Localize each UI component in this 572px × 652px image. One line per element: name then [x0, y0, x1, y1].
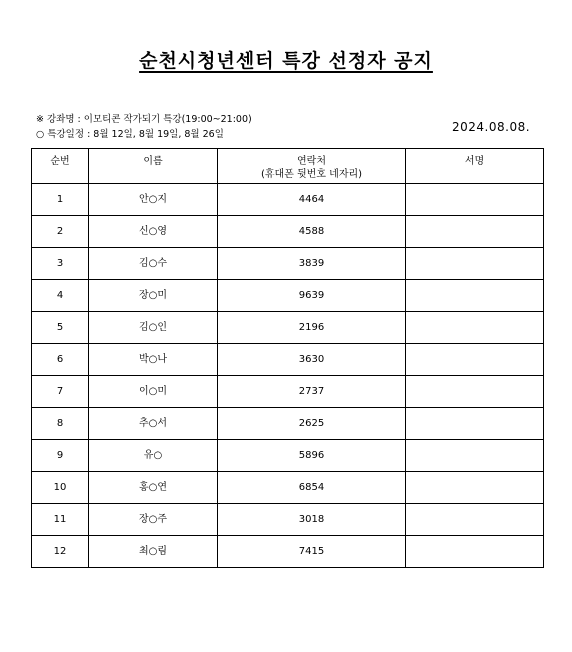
row-name: 박○나 — [89, 344, 218, 376]
selection-table — [31, 148, 544, 568]
row-no: 8 — [32, 408, 89, 440]
row-no: 5 — [32, 312, 89, 344]
table-row — [32, 536, 544, 568]
table-row — [32, 376, 544, 408]
table-row — [32, 440, 544, 472]
table-row — [32, 216, 544, 248]
row-no: 7 — [32, 376, 89, 408]
row-contact: 6854 — [218, 472, 406, 504]
row-sign — [406, 472, 544, 504]
title-text: 순천시청년센터 특강 선정자 공지 — [139, 50, 433, 72]
row-no: 11 — [32, 504, 89, 536]
row-name: 최○림 — [89, 536, 218, 568]
header-contact-line1: 연락처 — [297, 156, 326, 167]
row-sign — [406, 248, 544, 280]
row-contact: 3630 — [218, 344, 406, 376]
table-row — [32, 312, 544, 344]
row-sign — [406, 344, 544, 376]
row-contact: 2737 — [218, 376, 406, 408]
table-row — [32, 344, 544, 376]
table-row — [32, 280, 544, 312]
row-contact: 7415 — [218, 536, 406, 568]
table-row — [32, 248, 544, 280]
header-name: 이름 — [89, 149, 218, 184]
row-contact: 5896 — [218, 440, 406, 472]
row-no: 10 — [32, 472, 89, 504]
row-sign — [406, 536, 544, 568]
row-sign — [406, 408, 544, 440]
row-no: 3 — [32, 248, 89, 280]
row-no: 2 — [32, 216, 89, 248]
row-name: 김○수 — [89, 248, 218, 280]
row-contact: 3839 — [218, 248, 406, 280]
schedule-mark: ○ — [36, 129, 45, 140]
schedule-info: ○ 특강일정 : 8월 12일, 8월 19일, 8월 26일 — [36, 129, 224, 140]
table-row — [32, 504, 544, 536]
schedule-value: 8월 12일, 8월 19일, 8월 26일 — [93, 129, 224, 140]
row-contact: 4588 — [218, 216, 406, 248]
table-row — [32, 408, 544, 440]
lecture-mark: ※ — [36, 114, 44, 125]
row-name: 신○영 — [89, 216, 218, 248]
row-contact: 2196 — [218, 312, 406, 344]
row-sign — [406, 376, 544, 408]
row-sign — [406, 184, 544, 216]
row-no: 12 — [32, 536, 89, 568]
row-sign — [406, 216, 544, 248]
row-contact: 4464 — [218, 184, 406, 216]
row-name: 이○미 — [89, 376, 218, 408]
row-name: 김○인 — [89, 312, 218, 344]
row-sign — [406, 504, 544, 536]
table-body — [32, 184, 544, 568]
notice-date: 2024.08.08. — [452, 120, 531, 134]
row-no: 6 — [32, 344, 89, 376]
lecture-value: 이모티콘 작가되기 특강(19:00~21:00) — [83, 114, 252, 125]
row-name: 장○주 — [89, 504, 218, 536]
row-name: 유○ — [89, 440, 218, 472]
row-sign — [406, 312, 544, 344]
table-row — [32, 184, 544, 216]
header-contact — [218, 149, 406, 184]
row-no: 9 — [32, 440, 89, 472]
row-name: 추○서 — [89, 408, 218, 440]
row-no: 4 — [32, 280, 89, 312]
row-sign — [406, 280, 544, 312]
lecture-label: 강좌명 — [47, 114, 75, 125]
schedule-label: 특강일정 — [47, 129, 85, 140]
row-name: 안○지 — [89, 184, 218, 216]
row-no: 1 — [32, 184, 89, 216]
header-no: 순번 — [32, 149, 89, 184]
table-header-row — [32, 149, 544, 184]
page-title — [0, 46, 572, 73]
row-sign — [406, 440, 544, 472]
table-row — [32, 472, 544, 504]
row-contact: 3018 — [218, 504, 406, 536]
row-name: 홍○연 — [89, 472, 218, 504]
header-sign: 서명 — [406, 149, 544, 184]
header-contact-line2: (휴대폰 뒷번호 네자리) — [260, 169, 363, 180]
row-contact: 9639 — [218, 280, 406, 312]
row-name: 장○미 — [89, 280, 218, 312]
lecture-info: ※ 강좌명 : 이모티콘 작가되기 특강(19:00~21:00) — [36, 114, 252, 125]
row-contact: 2625 — [218, 408, 406, 440]
